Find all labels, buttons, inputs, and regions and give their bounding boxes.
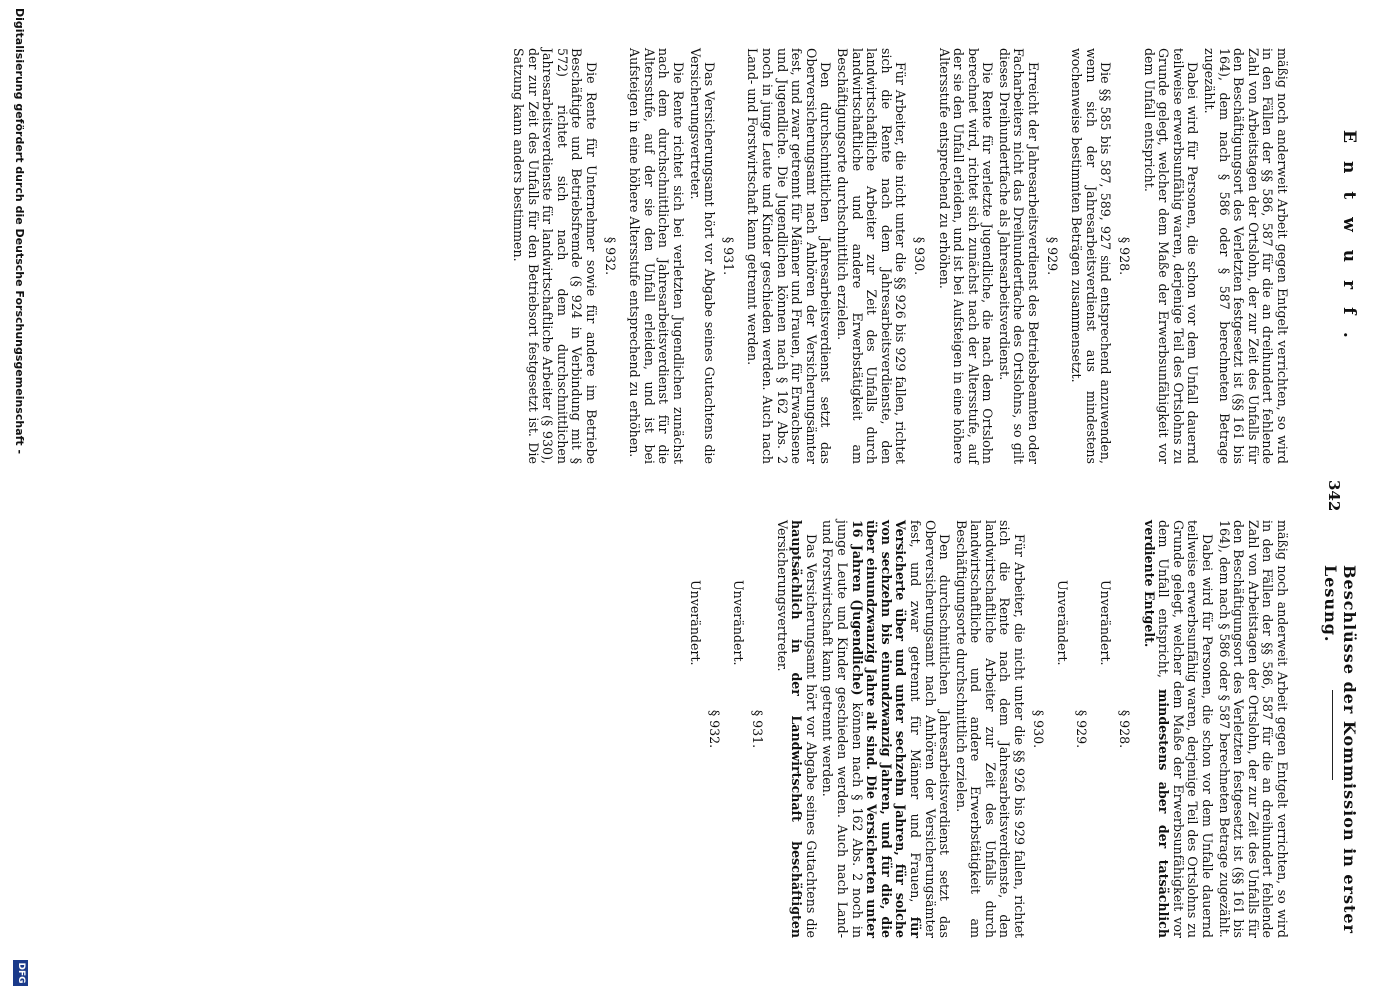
dfg-logo: DFG bbox=[13, 960, 28, 986]
right-column bbox=[684, 520, 1289, 938]
section-heading: § 930. bbox=[911, 236, 927, 276]
title-rule bbox=[1332, 690, 1333, 780]
section-paragraph: Den durchschnittlichen Jahresarbeitsverdienst setzt das Oberversicherungsamt nach Anhören der Versicherungsämter fest, und zwar getrennt für Männer und Frauen, für Erwachsene und Jugendliche. Die Jugendlichen können nach § 162 Abs. 2 noch in junge Leute und Kinder geschieden werden. Auch nach Land- und Forstwirtschaft kann getrennt werden. bbox=[745, 48, 834, 464]
text-run: Versicherungsvertreter. bbox=[774, 520, 790, 672]
digitization-footer bbox=[7, 0, 31, 1000]
bold-text-run: hauptsächlich in der Landwirtschaft beschäftigten bbox=[789, 520, 805, 938]
section-heading: § 928. bbox=[1117, 709, 1133, 749]
section-heading: § 932. bbox=[706, 709, 722, 749]
text-run: Das Versicherungsamt hört vor Abgabe seines Gutachtens die bbox=[803, 534, 819, 938]
section-paragraph: Für Arbeiter, die nicht unter die §§ 926 bis 929 fallen, richtet sich die Rente nach dem Jahresarbeitsverdienste, den landwirtschaftliche Arbeiter zur Zeit des Unfalls durch landwirtschaftliche und andere Erwerbstätigkeit am Beschäftigungsorte durchschnittlich erzielen. bbox=[953, 520, 1028, 938]
bold-text-run: mindestens aber der tatsächlich verdiente Entgelt. bbox=[1141, 520, 1172, 939]
section-heading: § 928. bbox=[1117, 236, 1133, 276]
section-heading: § 929. bbox=[1073, 709, 1089, 749]
unchanged-label: Unverändert. bbox=[688, 580, 704, 666]
unchanged-label: Unverändert. bbox=[1055, 580, 1071, 666]
bold-text-run: für Versicherte über und unter sechzehn Jahren, für solche von sechzehn bis einundzwanzig Jahren, und für die, die über einundzwanzig Jahre alt sind. Die Versicherten unter 16 Jahren (Jugendliche) bbox=[849, 520, 923, 938]
unchanged-label: Unverändert. bbox=[731, 580, 747, 666]
text-run: können nach § 162 Abs. 2 noch in junge Leute und Kinder geschieden werden. Auch nach Land- und Forstwirtschaft kann getrennt werden. bbox=[820, 520, 865, 939]
section-paragraph: Die Rente für Unternehmer sowie für andere im Betriebe Beschäftigte und Betriebsfremde (§ 924 in Verbindung mit § 572) richtet sich nach dem durchschnittlichen Jahresarbeitsverdienste für landwirtschaftliche Arbeiter (§ 930), der zur Zeit des Unfalls für den Betriebsort festgesetzt ist. Die Satzung kann anders bestimmen. bbox=[511, 48, 600, 464]
right-title: Beschlüsse der Kommission in erster Lesung. bbox=[1321, 565, 1359, 934]
section-paragraph bbox=[774, 520, 818, 938]
text-run: Den durchschnittlichen Jahresarbeitsverdienst setzt das Oberversicherungsamt nach Anhören der Versicherungsämter fest, und zwar getrennt für Männer und Frauen, bbox=[907, 520, 953, 938]
section-paragraph: Die §§ 585 bis 587, 589, 927 sind entsprechend anzuwenden, wenn sich der Jahresarbeitsverdienst aus mindestens wochenweise bestimmten Beträgen zusammensetzt. bbox=[1069, 48, 1114, 464]
footer-text: Digitalisierung gefördert durch die Deutsche Forschungsgemeinschaft - bbox=[13, 8, 26, 455]
left-column bbox=[509, 48, 1290, 464]
page-number: 342 bbox=[1325, 480, 1343, 512]
left-intro-paragraph-2: Dabei wird für Personen, die schon vor dem Unfall dauernd teilweise erwerbsunfähig waren, derjenige Teil des Ortslohns zu Grunde gelegt, welcher dem Maße der Erwerbsunfähigkeit vor dem Unfall entspricht. bbox=[1141, 48, 1201, 464]
section-paragraph bbox=[820, 520, 951, 938]
section-paragraph: Die Rente richtet sich bei verletzten Jugendlichen zunächst nach dem durchschnittlichen Jahresarbeitsverdienst für die Altersstufe, auf der sie den Unfall erleiden, und ist bei Aufsteigen in eine höhere Altersstufe entsprechend zu erhöhen. bbox=[627, 48, 687, 464]
left-title: Entwurf. bbox=[1339, 130, 1359, 356]
unchanged-label: Unverändert. bbox=[1098, 580, 1114, 666]
section-paragraph: Die Rente für verletzte Jugendliche, die nach dem Ortslohn berechnet wird, richtet sich zunächst nach der Altersstufe, auf der sie den Unfall erleiden, und ist bei Aufsteigen in eine höhere Altersstufe entsprechend zu erhöhen. bbox=[936, 48, 996, 464]
right-intro-paragraph-2 bbox=[1141, 520, 1214, 938]
section-heading: § 929. bbox=[1044, 236, 1060, 276]
section-paragraph: Für Arbeiter, die nicht unter die §§ 926 bis 929 fallen, richtet sich die Rente nach dem Jahresarbeitsverdienste, den landwirtschaftliche Arbeiter zur Zeit des Unfalls durch landwirtschaftliche und andere Erwerbstätigkeit am Beschäftigungsorte durchschnittlich erzielen. bbox=[834, 48, 909, 464]
section-heading: § 931. bbox=[720, 236, 736, 276]
section-heading: § 931. bbox=[750, 709, 765, 749]
section-heading: § 930. bbox=[1030, 709, 1046, 749]
left-intro-paragraph: mäßig noch anderweit Arbeit gegen Entgelt verrichten, so wird in den Fällen der §§ 586, 587 für die an dreihundert fehlende Zahl von Arbeitstagen der Ortslohn, der zur Zeit des Unfalls für den Beschäftigungsort des Verletzten festgesetzt ist (§§ 161 bis 164), dem nach § 586 oder § 587 berechneten Betrage zugezählt. bbox=[1202, 48, 1290, 464]
section-paragraph: Erreicht der Jahresarbeitsverdienst des Betriebsbeamten oder Facharbeiters nicht das Dreihundertfache des Ortslohns, so gilt dieses Dreihundertfache als Jahresarbeitsverdienst. bbox=[996, 48, 1042, 464]
section-heading: § 932. bbox=[602, 236, 618, 276]
text-run: Dabei wird für Personen, die schon vor dem Unfalle dauernd teilweise erwerbsunfähig waren, derjenige Teil des Ortslohns zu Grunde gelegt, welcher dem Maße der Erwerbsunfähigkeit vor dem Unfall entspricht, bbox=[1156, 520, 1216, 938]
section-paragraph: Das Versicherungsamt hört vor Abgabe seines Gutachtens die Versicherungsvertreter. bbox=[687, 48, 718, 464]
right-intro-paragraph: mäßig noch anderweit Arbeit gegen Entgelt verrichten, so wird in den Fällen der §§ 586, 587 für die an dreihundert fehlende Zahl von Arbeitstagen der Ortslohn, der zur Zeit des Unfalls für den Beschäftigungsort des Verletzten festgesetzt ist (§§ 161 bis 164), dem nach § 586 oder § 587 berechneten Betrage zugezählt. bbox=[1216, 520, 1290, 938]
